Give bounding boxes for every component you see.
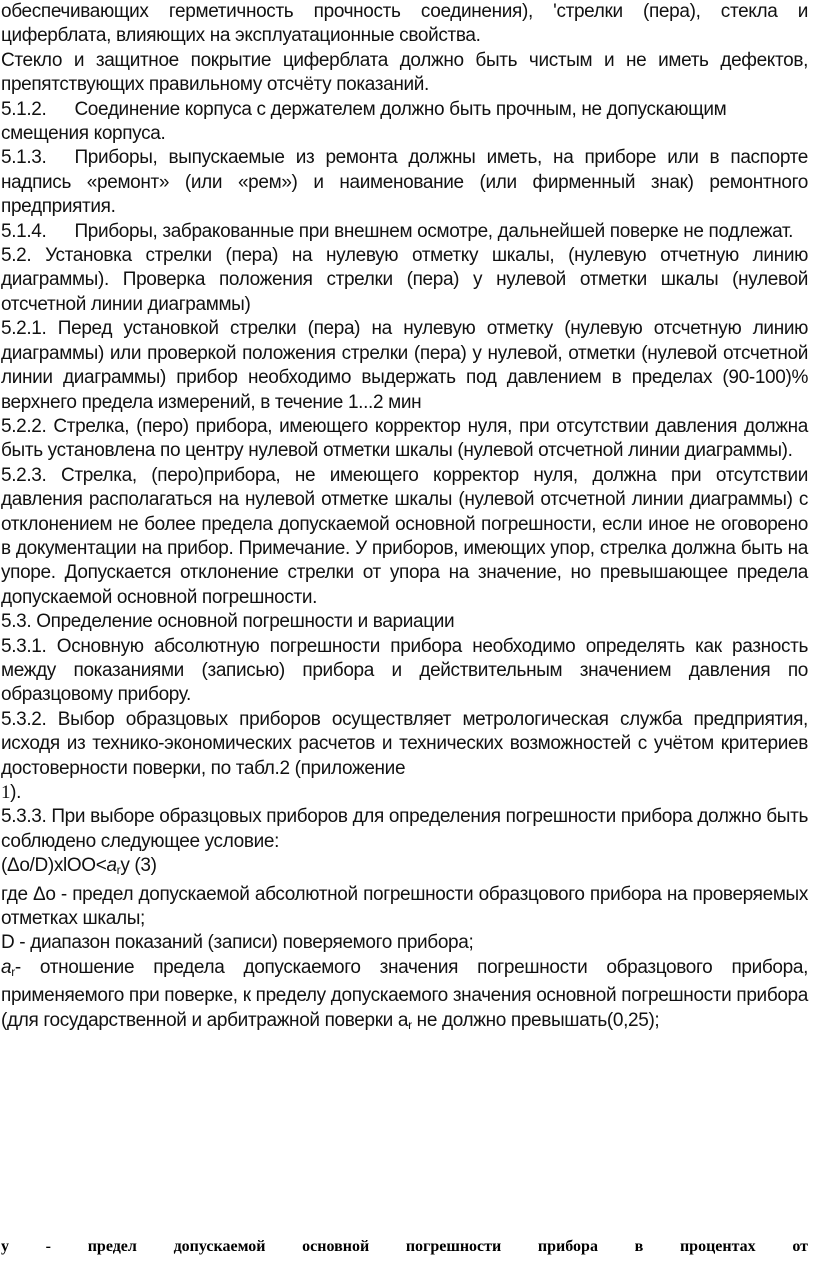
paragraph: смещения корпуса. — [1, 123, 166, 145]
paragraph-5-1-3 — [1, 146, 808, 219]
paragraph-5-1-4 — [1, 220, 808, 244]
clause-text: 5.3.2. Выбор образцовых приборов осуществляет метрологическая служба предприятия, исходя из технико-экономических расчетов и технических возможностей с учётом критериев достоверности поверки, по табл.2 (приложение — [1, 708, 808, 779]
paragraph-5-3-1: 5.3.1. Основную абсолютную погрешности прибора необходимо определять как разность между показаниями (записью) прибора и действительным значением давления по образцовому прибору. — [1, 635, 808, 706]
formula-variable: a — [106, 855, 117, 877]
definition-d: D - диапазон показаний (записи) поверяемого прибора; — [1, 932, 474, 954]
paragraph-5-2-2: 5.2.2. Стрелка, (перо) прибора, имеющего корректор нуля, при отсутствии давления должна быть установлена по центру нулевой отметки шкалы (нулевой отсчетной линии диаграммы). — [1, 415, 808, 462]
paragraph-5-3-3: 5.3.3. При выборе образцовых приборов для определения погрешности прибора должно быть соблюдено следующее условие: — [1, 806, 808, 852]
clause-text: Приборы, выпускаемые из ремонта должны иметь, на приборе или в паспорте надпись «ремонт» (или «рем») и наименование (или фирменный знак) ремонтного предприятия. — [1, 147, 808, 218]
clause-number: 5.1.4. — [1, 220, 47, 242]
formula — [1, 854, 808, 882]
definition-text-end: не должно превышать(0,25); — [411, 1009, 660, 1031]
clause-number: 5.1.3. — [1, 147, 47, 169]
formula-subscript: r — [116, 863, 121, 878]
clause-number: 5.1.2. — [1, 98, 47, 120]
definition-text: - отношение предела допускаемого значения погрешности образцового прибора, применяемого при поверке, к пределу допускаемого значения основной погрешности прибора (для государственной и арбитражной поверки a — [1, 956, 808, 1031]
formula-left: (Δо/D)xlOO< — [1, 855, 107, 877]
clause-tail: ). — [10, 782, 22, 803]
section-heading-5-3: 5.3. Определение основной погрешности и вариации — [1, 611, 455, 633]
definition-y-truncated: у - предел допускаемой основной погрешности прибора в процентах от — [1, 1238, 808, 1255]
clause-text: Соединение корпуса с держателем должно быть прочным, не допускающим — [74, 98, 727, 120]
formula-right: y (3) — [120, 855, 157, 877]
definition-subscript: r — [11, 964, 15, 979]
paragraph-5-2-1: 5.2.1. Перед установкой стрелки (пера) на нулевую отметку (нулевую отсчетную линию диаграммы) или проверкой положения стрелки (пера) у нулевой, отметки (нулевой отсчетной линии диаграммы) прибор необходимо выдержать под давлением в пределах (90-100)% верхнего предела измерений, в течение 1...2 мин — [1, 318, 808, 413]
clause-text: Приборы, забракованные при внешнем осмотре, дальнейшей поверке не подлежат. — [74, 220, 794, 242]
appendix-number: 1 — [1, 782, 11, 803]
definition-variable: a — [1, 956, 12, 978]
paragraph-5-2-3: 5.2.3. Стрелка, (перо)прибора, не имеющего корректор нуля, должна при отсутствии давления располагаться на нулевой отметке шкалы (нулевой отсчетной линии диаграммы) с отклонением не более предела допускаемой основной погрешности, если иное не оговорено в документации на прибор. Примечание. У приборов, имеющих упор, стрелка должна быть на упоре. Допускается отклонение стрелки от упора на значение, но превышающее предела допускаемой основной погрешности. — [1, 464, 808, 608]
paragraph-5-2: 5.2. Установка стрелки (пера) на нулевую отметку шкалы, (нулевую отчетную линию диаграммы). Проверка положения стрелки (пера) у нулевой отметки шкалы (нулевой отсчетной линии диаграммы) — [1, 245, 808, 315]
definition-delta: где Δо - предел допускаемой абсолютной погрешности образцового прибора на проверяемых отметках шкалы; — [1, 883, 808, 930]
definition-ar — [1, 956, 808, 1037]
definition-subscript: r — [408, 1017, 412, 1032]
paragraph: обеспечивающих герметичность прочность соединения), 'стрелки (пера), стекла и циферблата, влияющих на эксплуатационные свойства. — [1, 1, 808, 47]
paragraph-5-3-2 — [1, 708, 808, 806]
paragraph: Стекло и защитное покрытие циферблата должно быть чистым и не иметь дефектов, препятствующих правильному отсчёту показаний. — [1, 49, 808, 96]
paragraph-5-1-2 — [1, 98, 808, 122]
